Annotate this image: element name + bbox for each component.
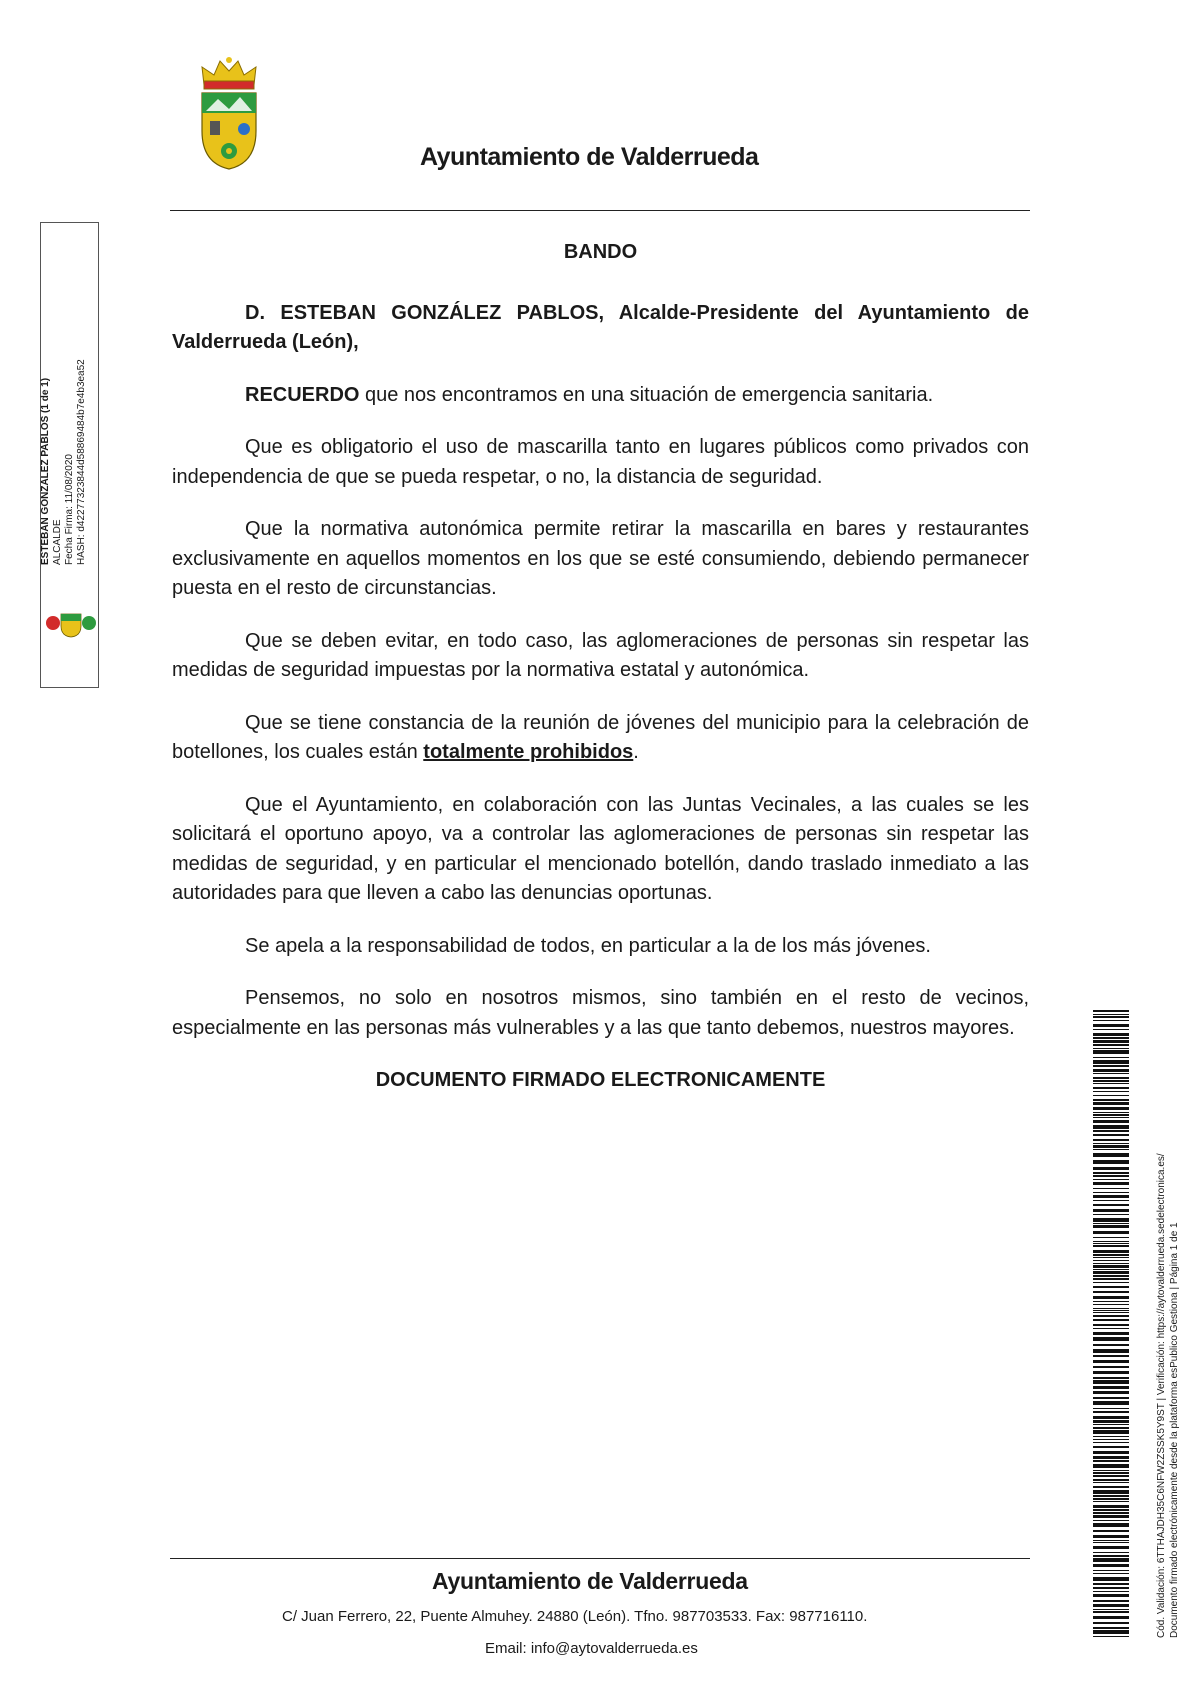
footer-email: Email: info@aytovalderrueda.es xyxy=(485,1640,698,1657)
small-coat-of-arms-icon xyxy=(45,608,97,638)
paragraph-responsabilidad: Se apela a la responsabilidad de todos, en particular a la de los más jóvenes. xyxy=(245,934,931,957)
recuerdo-word: RECUERDO xyxy=(245,383,360,406)
validation-barcode xyxy=(1093,1010,1129,1640)
header-title: Ayuntamiento de Valderrueda xyxy=(420,143,759,171)
document-body xyxy=(172,238,1029,1119)
paragraph-ayuntamiento: Que el Ayuntamiento, en colaboración con las Juntas Vecinales, a las cuales se les solicitará el oportuno apoyo, va a controlar las aglomeraciones de personas sin respetar las medidas de seguridad, y en particular el mencionado botellón, dando traslado inmediato a las autoridades para que lleven a cabo las denuncias oportunas. xyxy=(172,793,1029,904)
validation-text xyxy=(1155,1153,1181,1638)
recuerdo-rest: que nos encontramos en una situación de emergencia sanitaria. xyxy=(359,383,934,406)
footer-title: Ayuntamiento de Valderrueda xyxy=(432,1568,748,1594)
footer-divider xyxy=(170,1558,1030,1559)
document-title: BANDO xyxy=(563,241,638,263)
paragraph-normativa: Que la normativa autonómica permite retirar la mascarilla en bares y restaurantes exclusivamente en aquellos momentos en los que se esté consumiendo, debiendo permanecer puesta en el resto de circunstancias. xyxy=(172,518,1029,599)
signer-role: ALCALDE xyxy=(52,519,63,565)
prohibidos-emphasis: totalmente prohibidos xyxy=(423,741,634,763)
paragraph-recuerdo xyxy=(172,381,1029,411)
botellones-end: . xyxy=(633,741,639,763)
coat-of-arms-logo xyxy=(196,55,262,171)
signature-hash: HASH: d42277323844d58869484b7e4b3ea52 xyxy=(76,359,87,565)
validation-code: Cód. Validación: 6TTHAJDH35C6NFW2ZSSK5Y9ST | Verificación: https://aytovalderrueda.sedelectronica.es/ xyxy=(1156,1153,1167,1638)
intro-paragraph: D. ESTEBAN GONZÁLEZ PABLOS, Alcalde-Presidente del Ayuntamiento de Valderrueda (León), xyxy=(172,301,1029,353)
signature-text xyxy=(40,359,88,565)
signature-date: Fecha Firma: 11/08/2020 xyxy=(64,454,75,565)
paragraph-pensemos: Pensemos, no solo en nosotros mismos, sino también en el resto de vecinos, especialmente en las personas más vulnerables y a las que tanto debemos, nuestros mayores. xyxy=(172,987,1029,1039)
paragraph-botellones xyxy=(172,709,1029,768)
header-divider xyxy=(170,210,1030,211)
validation-platform: Documento firmado electrónicamente desde la plataforma esPublico Gestiona | Página 1 de 1 xyxy=(1169,1222,1180,1638)
signer-name: ESTEBAN GONZALEZ PABLOS (1 de 1) xyxy=(40,377,51,565)
paragraph-aglomeraciones: Que se deben evitar, en todo caso, las aglomeraciones de personas sin respetar las medidas de seguridad impuestas por la normativa estatal y autonómica. xyxy=(172,629,1029,681)
botellones-start: Que se tiene constancia de la reunión de jóvenes del municipio para la celebración de botellones, los cuales están xyxy=(172,711,1029,763)
footer-address: C/ Juan Ferrero, 22, Puente Almuhey. 24880 (León). Tfno. 987703533. Fax: 987716110. xyxy=(282,1608,868,1625)
paragraph-mascarilla: Que es obligatorio el uso de mascarilla tanto en lugares públicos como privados con independencia de que se pueda respetar, o no, la distancia de seguridad. xyxy=(172,436,1029,488)
signed-notice: DOCUMENTO FIRMADO ELECTRONICAMENTE xyxy=(375,1069,826,1091)
